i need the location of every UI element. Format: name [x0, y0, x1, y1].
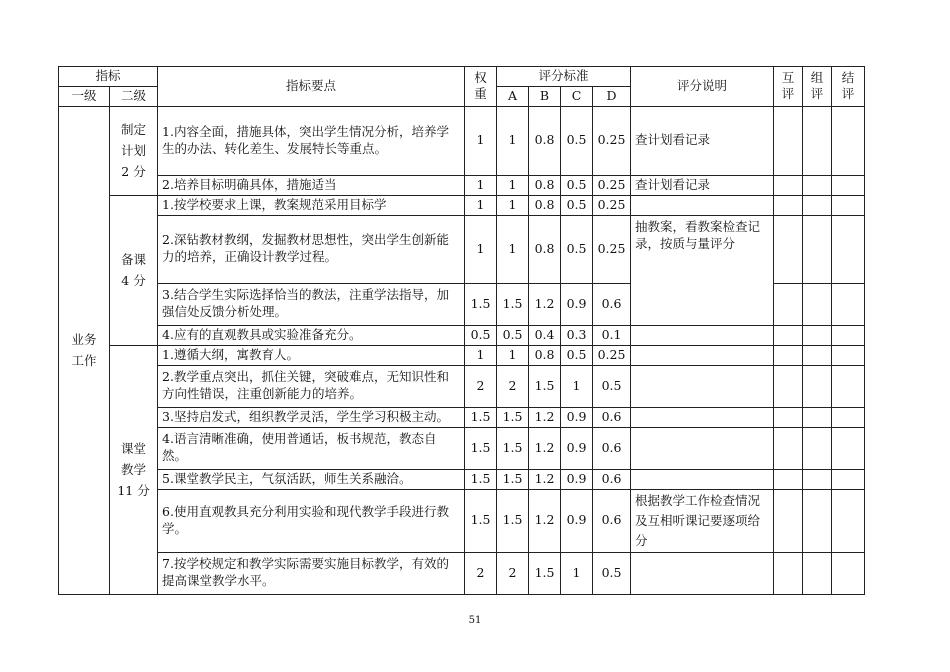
group-eval-cell — [803, 427, 832, 469]
grade-a-value: 1.5 — [497, 427, 529, 469]
mutual-eval-cell — [774, 552, 803, 594]
final-eval-cell — [832, 195, 865, 215]
header-level1: 一级 — [59, 86, 110, 106]
grade-d-value: 0.25 — [593, 195, 631, 215]
grade-a-value: 1.5 — [497, 407, 529, 427]
table-row — [59, 106, 865, 175]
group-eval-cell — [803, 283, 832, 325]
grade-d-value: 0.6 — [593, 283, 631, 325]
header-row-1 — [59, 67, 865, 87]
mutual-eval-cell — [774, 427, 803, 469]
mutual-eval-cell — [774, 365, 803, 407]
header-grade-d: D — [593, 86, 631, 106]
grade-c-value: 0.3 — [561, 325, 593, 345]
grade-c-value: 0.5 — [561, 175, 593, 195]
header-grade-a: A — [497, 86, 529, 106]
explanation-note — [631, 345, 774, 365]
key-point-text: 7.按学校规定和教学实际需要实施目标教学，有效的提高课堂教学水平。 — [158, 552, 465, 594]
weight-value: 1.5 — [465, 489, 497, 552]
grade-a-value: 1 — [497, 195, 529, 215]
explanation-note — [631, 427, 774, 469]
grade-c-value: 0.5 — [561, 106, 593, 175]
weight-value: 0.5 — [465, 325, 497, 345]
final-eval-cell — [832, 489, 865, 552]
key-point-text: 3.坚持启发式，组织教学灵活，学生学习积极主动。 — [158, 407, 465, 427]
key-point-text: 2.培养目标明确具体，措施适当 — [158, 175, 465, 195]
grade-b-value: 0.8 — [529, 195, 561, 215]
header-key-points: 指标要点 — [158, 67, 465, 107]
group-eval-cell — [803, 325, 832, 345]
mutual-eval-cell — [774, 325, 803, 345]
grade-d-value: 0.25 — [593, 215, 631, 283]
table-row — [59, 552, 865, 594]
mutual-eval-cell — [774, 106, 803, 175]
grade-a-value: 2 — [497, 552, 529, 594]
header-weight: 权 重 — [465, 67, 497, 107]
table-row — [59, 407, 865, 427]
key-point-text: 1.按学校要求上课，教案规范采用目标学 — [158, 195, 465, 215]
grade-d-value: 0.6 — [593, 489, 631, 552]
table-row — [59, 215, 865, 283]
header-final-eval: 结 评 — [832, 67, 865, 107]
mutual-eval-cell — [774, 407, 803, 427]
grade-c-value: 0.5 — [561, 215, 593, 283]
grade-a-value: 0.5 — [497, 325, 529, 345]
explanation-note — [631, 407, 774, 427]
mutual-eval-cell — [774, 489, 803, 552]
explanation-note — [631, 195, 774, 215]
grade-c-value: 0.5 — [561, 195, 593, 215]
grade-b-value: 0.8 — [529, 175, 561, 195]
grade-b-value: 1.2 — [529, 407, 561, 427]
explanation-note — [631, 325, 774, 345]
group-eval-cell — [803, 195, 832, 215]
weight-value: 1.5 — [465, 469, 497, 489]
grade-a-value: 1.5 — [497, 489, 529, 552]
header-group-eval: 组 评 — [803, 67, 832, 107]
explanation-note: 抽教案，看教案检查记录，按质与量评分 — [631, 215, 774, 325]
final-eval-cell — [832, 552, 865, 594]
evaluation-table — [58, 66, 865, 595]
explanation-note — [631, 552, 774, 594]
key-point-text: 6.使用直观教具充分利用实验和现代教学手段进行教学。 — [158, 489, 465, 552]
grade-c-value: 0.9 — [561, 489, 593, 552]
grade-c-value: 0.9 — [561, 407, 593, 427]
grade-d-value: 0.6 — [593, 427, 631, 469]
header-level2: 二级 — [110, 86, 158, 106]
final-eval-cell — [832, 427, 865, 469]
mutual-eval-cell — [774, 283, 803, 325]
table-row — [59, 365, 865, 407]
mutual-eval-cell — [774, 345, 803, 365]
final-eval-cell — [832, 365, 865, 407]
group-eval-cell — [803, 175, 832, 195]
key-point-text: 2.教学重点突出，抓住关键，突破难点，无知识性和方向性错误，注重创新能力的培养。 — [158, 365, 465, 407]
page-number: 51 — [468, 615, 482, 626]
grade-d-value: 0.25 — [593, 175, 631, 195]
grade-b-value: 0.8 — [529, 106, 561, 175]
weight-value: 1.5 — [465, 283, 497, 325]
grade-d-value: 0.1 — [593, 325, 631, 345]
weight-value: 1 — [465, 195, 497, 215]
table-row — [59, 427, 865, 469]
weight-value: 2 — [465, 365, 497, 407]
header-criteria: 评分标准 — [497, 67, 631, 87]
group-eval-cell — [803, 215, 832, 283]
grade-c-value: 0.5 — [561, 345, 593, 365]
weight-value: 1 — [465, 175, 497, 195]
key-point-text: 3.结合学生实际选择恰当的教法，注重学法指导，加强信处反馈分析处理。 — [158, 283, 465, 325]
weight-value: 1 — [465, 215, 497, 283]
mutual-eval-cell — [774, 469, 803, 489]
table-row — [59, 469, 865, 489]
grade-d-value: 0.6 — [593, 469, 631, 489]
table-row — [59, 175, 865, 195]
grade-a-value: 1 — [497, 106, 529, 175]
explanation-note: 查计划看记录 — [631, 106, 774, 175]
grade-d-value: 0.6 — [593, 407, 631, 427]
explanation-note: 根据教学工作检查情况及互相听课记要逐项给分 — [631, 489, 774, 552]
group-eval-cell — [803, 106, 832, 175]
grade-a-value: 2 — [497, 365, 529, 407]
table-row — [59, 345, 865, 365]
mutual-eval-cell — [774, 195, 803, 215]
grade-a-value: 1 — [497, 175, 529, 195]
explanation-note — [631, 469, 774, 489]
final-eval-cell — [832, 106, 865, 175]
header-indicator: 指标 — [59, 67, 158, 87]
key-point-text: 4.应有的直观教具或实验准备充分。 — [158, 325, 465, 345]
grade-c-value: 1 — [561, 552, 593, 594]
final-eval-cell — [832, 325, 865, 345]
level1-category: 业务 工作 — [59, 106, 110, 594]
header-mutual-eval: 互 评 — [774, 67, 803, 107]
grade-b-value: 1.5 — [529, 552, 561, 594]
level2-category-plan: 制定 计划 2 分 — [110, 106, 158, 195]
explanation-note — [631, 365, 774, 407]
mutual-eval-cell — [774, 215, 803, 283]
mutual-eval-cell — [774, 175, 803, 195]
grade-b-value: 1.2 — [529, 283, 561, 325]
table-row — [59, 195, 865, 215]
group-eval-cell — [803, 469, 832, 489]
level2-category-classroom: 课堂 教学 11 分 — [110, 345, 158, 594]
header-grade-b: B — [529, 86, 561, 106]
grade-b-value: 1.2 — [529, 469, 561, 489]
grade-b-value: 0.4 — [529, 325, 561, 345]
weight-value: 1.5 — [465, 407, 497, 427]
final-eval-cell — [832, 407, 865, 427]
weight-value: 1 — [465, 345, 497, 365]
grade-b-value: 1.2 — [529, 427, 561, 469]
grade-d-value: 0.25 — [593, 345, 631, 365]
grade-a-value: 1.5 — [497, 469, 529, 489]
grade-d-value: 0.5 — [593, 365, 631, 407]
grade-c-value: 0.9 — [561, 427, 593, 469]
weight-value: 1 — [465, 106, 497, 175]
grade-a-value: 1 — [497, 215, 529, 283]
grade-a-value: 1.5 — [497, 283, 529, 325]
grade-a-value: 1 — [497, 345, 529, 365]
final-eval-cell — [832, 175, 865, 195]
group-eval-cell — [803, 345, 832, 365]
final-eval-cell — [832, 345, 865, 365]
key-point-text: 4.语言清晰准确，使用普通话，板书规范，教态自然。 — [158, 427, 465, 469]
weight-value: 2 — [465, 552, 497, 594]
grade-d-value: 0.5 — [593, 552, 631, 594]
grade-c-value: 0.9 — [561, 283, 593, 325]
grade-b-value: 0.8 — [529, 345, 561, 365]
final-eval-cell — [832, 215, 865, 283]
table-row — [59, 489, 865, 552]
key-point-text: 1.内容全面，措施具体，突出学生情况分析，培养学生的办法、转化差生、发展特长等重点。 — [158, 106, 465, 175]
group-eval-cell — [803, 407, 832, 427]
table-row — [59, 325, 865, 345]
grade-b-value: 1.5 — [529, 365, 561, 407]
final-eval-cell — [832, 469, 865, 489]
grade-c-value: 0.9 — [561, 469, 593, 489]
grade-d-value: 0.25 — [593, 106, 631, 175]
group-eval-cell — [803, 552, 832, 594]
weight-value: 1.5 — [465, 427, 497, 469]
grade-b-value: 0.8 — [529, 215, 561, 283]
header-grade-c: C — [561, 86, 593, 106]
key-point-text: 2.深钻教材教纲，发掘教材思想性，突出学生创新能力的培养，正确设计教学过程。 — [158, 215, 465, 283]
level2-category-prep: 备课 4 分 — [110, 195, 158, 345]
key-point-text: 1.遵循大纲，寓教育人。 — [158, 345, 465, 365]
group-eval-cell — [803, 489, 832, 552]
final-eval-cell — [832, 283, 865, 325]
group-eval-cell — [803, 365, 832, 407]
key-point-text: 5.课堂教学民主，气氛活跃，师生关系融洽。 — [158, 469, 465, 489]
explanation-note: 查计划看记录 — [631, 175, 774, 195]
grade-c-value: 1 — [561, 365, 593, 407]
header-explanation: 评分说明 — [631, 67, 774, 107]
grade-b-value: 1.2 — [529, 489, 561, 552]
